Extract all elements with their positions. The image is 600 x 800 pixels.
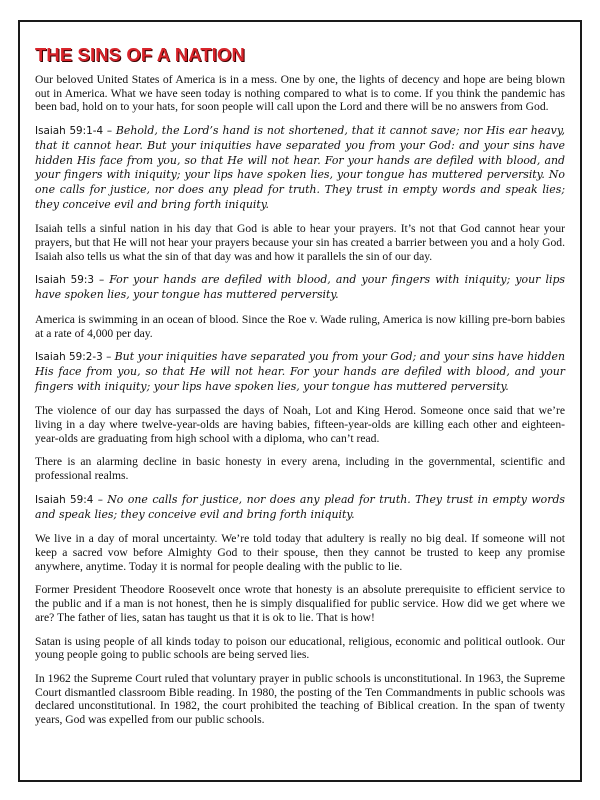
paragraph: We live in a day of moral uncertainty. We’re told today that adultery is really no big deal. If someone will not keep a sacred vow before Almighty God to their spouse, then they cannot be trusted to keep any promise anywhere, anytime. Today it is normal for people dealing with the public to lie. (35, 532, 565, 573)
scripture-quote (35, 124, 565, 212)
scripture-text: But your iniquities have separated you from your God; and your sins have hidden His face from you, so that He will not hear. For your hands are defiled with blood, and your fingers with iniquity; your lips have spoken lies, your tongue has muttered perversity. (35, 350, 565, 393)
scripture-reference: Isaiah 59:2-3 – (35, 351, 115, 364)
page-title: THE SINS OF A NATION (35, 44, 245, 65)
scripture-quote (35, 350, 565, 394)
scripture-reference: Isaiah 59:4 – (35, 493, 108, 506)
scripture-quote (35, 493, 565, 522)
scripture-reference: Isaiah 59:1-4 – (35, 125, 116, 138)
scripture-quote (35, 273, 565, 302)
page-frame (18, 20, 582, 782)
scripture-text: For your hands are defiled with blood, and your fingers with iniquity; your lips have spoken lies, your tongue has muttered perversity. (35, 273, 566, 302)
scripture-text: No one calls for justice, nor does any plead for truth. They trust in empty words and speak lies; they conceive evil and bring forth iniquity. (35, 492, 566, 521)
paragraph: In 1962 the Supreme Court ruled that voluntary prayer in public schools is unconstitutional. In 1963, the Supreme Court dismantled classroom Bible reading. In 1980, the posting of the Ten Commandments in public schools was declared unconstitutional. In 1982, the court prohibited the teaching of Biblical creation. In the span of twenty years, God was expelled from our public schools. (35, 671, 565, 727)
paragraph: America is swimming in an ocean of blood. Since the Roe v. Wade ruling, America is now killing pre-born babies at a rate of 4,000 per day. (35, 312, 565, 340)
paragraph: Former President Theodore Roosevelt once wrote that honesty is an absolute prerequisite to efficient service to the public and if a man is not honest, then he is simply disqualified for public service. How did we get where we are? The father of lies, satan has taught us that it is ok to lie. That is how! (35, 583, 565, 624)
paragraph: There is an alarming decline in basic honesty in every arena, including in the governmental, scientific and professional realms. (35, 455, 565, 483)
scripture-reference: Isaiah 59:3 – (35, 274, 110, 287)
scripture-text: Behold, the Lord’s hand is not shortened, that it cannot save; nor His ear heavy, that it cannot hear. But your iniquities have separated you from your God: and your sins have hidden His face from you, so that He will not hear. For your hands are defiled with blood, and your fingers with iniquity; your lips have spoken lies, your tongue has muttered perversity. No one calls for justice, nor does any plead for truth. They trust in empty words and speak lies; they conceive evil and bring forth iniquity. (35, 124, 565, 211)
paragraph-intro: Our beloved United States of America is in a mess. One by one, the lights of decency and hope are being blown out in America. What we have seen today is nothing compared to what is to come. If you think the pandemic has been bad, hold on to your hats, for soon people will call upon the Lord and there will be no answers from God. (35, 73, 565, 114)
paragraph: Isaiah tells a sinful nation in his day that God is able to hear your prayers. It’s not that God cannot hear your prayers, but that He will not hear your prayers because your sin has created a barrier between you and a holy God. Isaiah also tells us what the sin of that day was and how it parallels the sin of our day. (35, 222, 565, 263)
paragraph: Satan is using people of all kinds today to poison our educational, religious, economic and political outlook. Our young people going to public schools are being served lies. (35, 634, 565, 662)
paragraph: The violence of our day has surpassed the days of Noah, Lot and King Herod. Someone once said that we’re living in a day where twelve-year-olds are having babies, fifteen-year-olds are killing each other and eighteen-year-olds are graduating from high school with a diploma, who can’t read. (35, 404, 565, 445)
